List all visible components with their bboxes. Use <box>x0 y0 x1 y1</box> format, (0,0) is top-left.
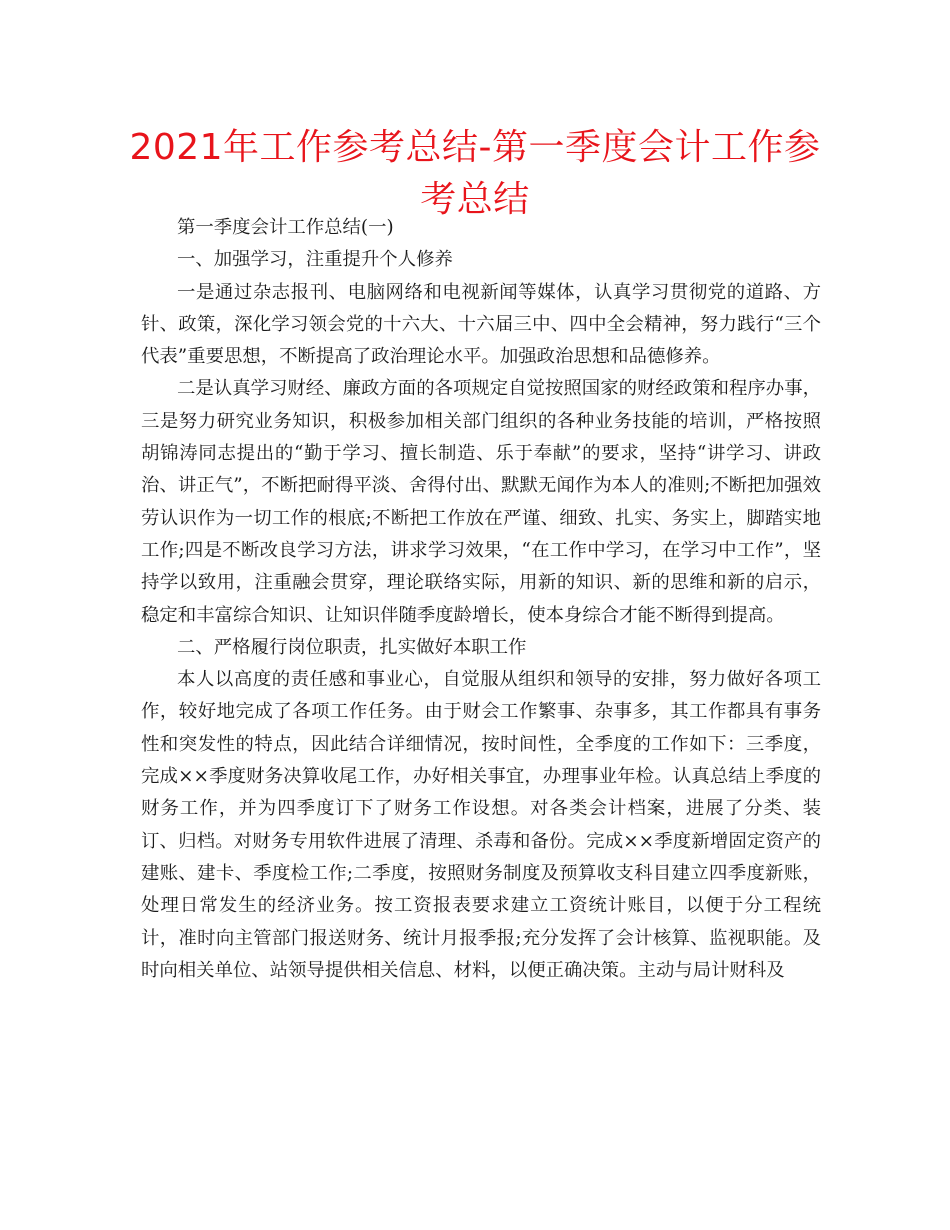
body-paragraph: 本人以高度的责任感和事业心，自觉服从组织和领导的安排，努力做好各项工作，较好地完成了各项工作任务。由于财会工作繁事、杂事多，其工作都具有事务性和突发性的特点，因此结合详细情况，按时间性，全季度的工作如下：三季度，完成××季度财务决算收尾工作，办好相关事宜，办理事业年检。认真总结上季度的财务工作，并为四季度订下了财务工作设想。对各类会计档案，进展了分类、装订、归档。对财务专用软件进展了清理、杀毒和备份。完成××季度新增固定资产的建账、建卡、季度检工作;二季度，按照财务制度及预算收支科目建立四季度新账，处理日常发生的经济业务。按工资报表要求建立工资统计账目，以便于分工程统计，准时向主管部门报送财务、统计月报季报;充分发挥了会计核算、监视职能。及时向相关单位、站领导提供相关信息、材料，以便正确决策。主动与局计财科及 <box>141 669 821 981</box>
section-heading: 第一季度会计工作总结(一) <box>177 217 394 238</box>
document-title: 2021年工作参考总结-第一季度会计工作参考总结 <box>129 127 821 220</box>
body-paragraph: 一是通过杂志报刊、电脑网络和电视新闻等媒体，认真学习贯彻党的道路、方针、政策，深化学习领会党的十六大、十六届三中、四中全会精神，努力践行“三个代表”重要思想，不断提高了政治理论水平。加强政治思想和品德修养。 <box>141 281 821 368</box>
subsection-heading: 二、严格履行岗位职责，扎实做好本职工作 <box>177 636 527 658</box>
body-paragraph: 二是认真学习财经、廉政方面的各项规定自觉按照国家的财经政策和程序办事，三是努力研究业务知识，积极参加相关部门组织的各种业务技能的培训，严格按照胡锦涛同志提出的“勤于学习、擅长制造、乐于奉献”的要求，坚持“讲学习、讲政治、讲正气”，不断把耐得平淡、舍得付出、默默无闻作为本人的准则;不断把加强效劳认识作为一切工作的根底;不断把工作放在严谨、细致、扎实、务实上，脚踏实地工作;四是不断改良学习方法，讲求学习效果，“在工作中学习，在学习中工作”，坚持学以致用，注重融会贯穿，理论联络实际，用新的知识、新的思维和新的启示，稳定和丰富综合知识、让知识伴随季度龄增长，使本身综合才能不断得到提高。 <box>141 378 821 626</box>
document-body <box>141 212 821 987</box>
subsection-heading: 一、加强学习，注重提升个人修养 <box>177 249 453 271</box>
